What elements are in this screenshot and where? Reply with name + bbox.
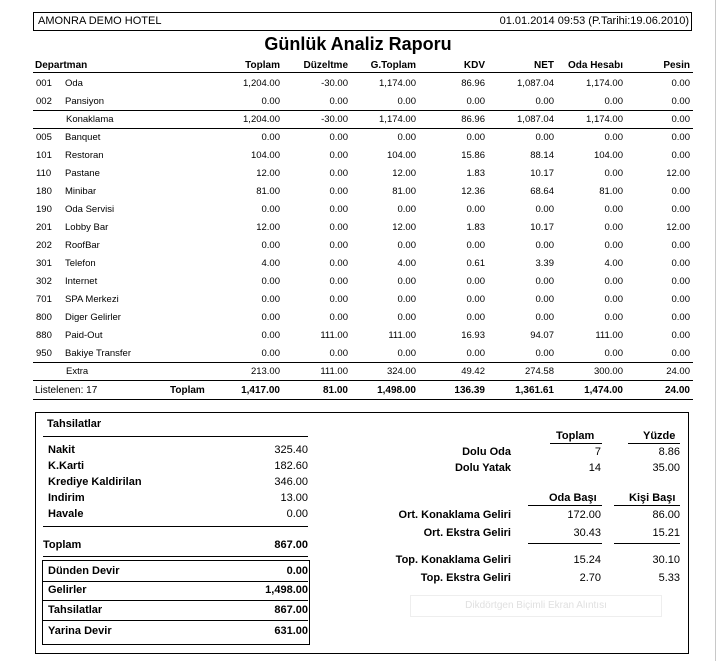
cell-oda: 300.00	[593, 366, 623, 377]
devir-label: Tahsilatlar	[48, 604, 103, 616]
tahsilat-value: 0.00	[286, 508, 308, 520]
cell-gtoplam: 0.00	[397, 240, 416, 251]
occ-total: 7	[594, 446, 601, 458]
cell-duzeltme: -30.00	[321, 114, 348, 125]
table-row	[0, 93, 716, 111]
cell-duzeltme: 0.00	[329, 258, 348, 269]
table-row	[0, 363, 716, 381]
occ-total: 14	[588, 462, 601, 474]
tahsilat-label: Nakit	[48, 444, 75, 456]
cell-net: 274.58	[524, 366, 554, 377]
cell-pesin: 0.00	[671, 348, 690, 359]
cell-pesin: 0.00	[671, 204, 690, 215]
tahsilat-label: Havale	[48, 508, 84, 520]
cell-pesin: 12.00	[666, 168, 690, 179]
col-duzeltme: Düzeltme	[303, 60, 348, 71]
rev-col2-rule	[614, 505, 680, 506]
cell-duzeltme: 0.00	[329, 222, 348, 233]
summary-label: Toplam	[170, 385, 205, 396]
table-row	[0, 255, 716, 273]
summary-duzeltme: 81.00	[322, 385, 348, 396]
cell-net: 0.00	[535, 240, 554, 251]
cell-pesin: 0.00	[671, 186, 690, 197]
cell-toplam: 0.00	[261, 276, 280, 287]
cell-pesin: 0.00	[671, 96, 690, 107]
cell-duzeltme: 111.00	[320, 330, 348, 341]
cell-duzeltme: 0.00	[329, 150, 348, 161]
cell-pesin: 0.00	[671, 276, 690, 287]
rev-per-person: 15.21	[652, 527, 680, 539]
cell-pesin: 0.00	[671, 240, 690, 251]
cell-kdv: 49.42	[461, 366, 485, 377]
row-code: 301	[36, 258, 52, 269]
row-code: 002	[36, 96, 52, 107]
cell-toplam: 1,204.00	[243, 114, 280, 125]
page-title: Günlük Analiz Raporu	[264, 34, 452, 54]
cell-net: 1,087.04	[517, 78, 554, 89]
cell-net: 3.39	[535, 258, 554, 269]
cell-kdv: 86.96	[461, 114, 485, 125]
cell-gtoplam: 111.00	[388, 330, 416, 341]
cell-oda: 0.00	[604, 276, 623, 287]
cell-net: 10.17	[530, 222, 554, 233]
cell-oda: 4.00	[604, 258, 623, 269]
cell-pesin: 0.00	[671, 312, 690, 323]
cell-duzeltme: 0.00	[329, 168, 348, 179]
cell-kdv: 0.00	[466, 132, 485, 143]
occ-label: Dolu Oda	[462, 446, 511, 458]
cell-gtoplam: 12.00	[392, 222, 416, 233]
tahsilat-value: 325.40	[274, 444, 308, 456]
row-code: 800	[36, 312, 52, 323]
hotel-name: AMONRA DEMO HOTEL	[38, 15, 162, 27]
row-department: Oda	[65, 78, 83, 89]
table-row	[0, 183, 716, 201]
cell-gtoplam: 1,174.00	[379, 78, 416, 89]
cell-oda: 0.00	[604, 222, 623, 233]
devir-value: 1,498.00	[265, 584, 308, 596]
report-datetime: 01.01.2014 09:53 (P.Tarihi:19.06.2010)	[499, 15, 689, 27]
cell-toplam: 0.00	[261, 312, 280, 323]
col-odahesabi: Oda Hesabı	[567, 60, 623, 71]
table-row	[0, 129, 716, 147]
cell-toplam: 12.00	[256, 222, 280, 233]
cell-toplam: 4.00	[261, 258, 280, 269]
cell-pesin: 0.00	[671, 294, 690, 305]
cell-duzeltme: 0.00	[329, 96, 348, 107]
tahsilat-value: 13.00	[280, 492, 308, 504]
rev-per-room: 172.00	[567, 509, 601, 521]
cell-net: 0.00	[535, 96, 554, 107]
cell-gtoplam: 0.00	[397, 276, 416, 287]
row-department: Konaklama	[66, 114, 114, 125]
cell-pesin: 0.00	[671, 258, 690, 269]
summary-pesin: 24.00	[664, 385, 690, 396]
cell-oda: 0.00	[604, 96, 623, 107]
extra-bottom-rule	[33, 380, 693, 381]
cell-oda: 0.00	[604, 168, 623, 179]
occ-col1-rule	[550, 443, 602, 444]
row-code: 202	[36, 240, 52, 251]
listed-count: Listelenen: 17	[35, 385, 98, 396]
cell-oda: 0.00	[604, 294, 623, 305]
table-row	[0, 165, 716, 183]
col-pesin: Pesin	[663, 60, 690, 71]
col-kdv: KDV	[463, 60, 485, 71]
report-header-box	[33, 12, 692, 31]
table-row	[0, 291, 716, 309]
tahsilat-total-top-rule	[43, 526, 308, 527]
devir-label: Dünden Devir	[48, 565, 120, 577]
cell-net: 88.14	[530, 150, 554, 161]
cell-toplam: 104.00	[250, 150, 280, 161]
rev-mid-rule-1	[528, 543, 602, 544]
devir-value: 0.00	[286, 565, 308, 577]
cell-kdv: 15.86	[461, 150, 485, 161]
row-department: Minibar	[65, 186, 97, 197]
rev-per-room: 2.70	[579, 572, 601, 584]
cell-net: 68.64	[530, 186, 554, 197]
row-department: RoofBar	[65, 240, 100, 251]
cell-oda: 0.00	[604, 240, 623, 251]
rev-mid-rule-2	[614, 543, 680, 544]
table-row	[0, 111, 716, 129]
summary-row	[0, 382, 716, 400]
cell-kdv: 0.00	[466, 312, 485, 323]
cell-toplam: 0.00	[261, 204, 280, 215]
cell-duzeltme: 111.00	[320, 366, 348, 377]
cell-oda: 81.00	[599, 186, 623, 197]
occ-col2-rule	[628, 443, 680, 444]
cell-gtoplam: 81.00	[392, 186, 416, 197]
row-code: 880	[36, 330, 52, 341]
rev-col-odabasi: Oda Başı	[549, 492, 597, 504]
devir-rule	[43, 600, 308, 601]
cell-gtoplam: 0.00	[397, 132, 416, 143]
tahsilat-total-bottom-rule	[43, 556, 308, 557]
rev-per-room: 30.43	[573, 527, 601, 539]
cell-kdv: 1.83	[466, 168, 485, 179]
cell-pesin: 12.00	[666, 222, 690, 233]
row-department: Diger Gelirler	[65, 312, 121, 323]
cell-oda: 0.00	[604, 348, 623, 359]
rev-col1-rule	[528, 505, 602, 506]
cell-gtoplam: 1,174.00	[379, 114, 416, 125]
devir-rule	[43, 581, 308, 582]
rev-label: Top. Ekstra Geliri	[420, 572, 511, 584]
cell-toplam: 1,204.00	[243, 78, 280, 89]
row-department: Paid-Out	[65, 330, 103, 341]
table-row	[0, 75, 716, 93]
row-department: SPA Merkezi	[65, 294, 119, 305]
cell-kdv: 1.83	[466, 222, 485, 233]
occ-pct: 8.86	[658, 446, 680, 458]
cell-kdv: 0.00	[466, 276, 485, 287]
cell-oda: 1,174.00	[586, 78, 623, 89]
rev-per-person: 86.00	[652, 509, 680, 521]
cell-kdv: 0.00	[466, 204, 485, 215]
row-department: Bakiye Transfer	[65, 348, 131, 359]
row-department: Pastane	[65, 168, 100, 179]
tahsilat-total-value: 867.00	[274, 539, 308, 551]
tahsilat-label: Indirim	[48, 492, 85, 504]
cell-net: 1,087.04	[517, 114, 554, 125]
cell-duzeltme: 0.00	[329, 276, 348, 287]
cell-duzeltme: 0.00	[329, 186, 348, 197]
rev-per-person: 5.33	[658, 572, 680, 584]
cell-kdv: 0.00	[466, 294, 485, 305]
cell-gtoplam: 0.00	[397, 348, 416, 359]
cell-kdv: 0.61	[466, 258, 485, 269]
cell-pesin: 0.00	[671, 150, 690, 161]
row-code: 701	[36, 294, 52, 305]
summary-oda: 1,474.00	[584, 385, 623, 396]
summary-net: 1,361.61	[515, 385, 554, 396]
cell-duzeltme: 0.00	[329, 348, 348, 359]
cell-pesin: 0.00	[671, 78, 690, 89]
cell-oda: 0.00	[604, 312, 623, 323]
cell-toplam: 0.00	[261, 348, 280, 359]
cell-net: 0.00	[535, 312, 554, 323]
devir-value: 631.00	[274, 625, 308, 637]
row-code: 201	[36, 222, 52, 233]
cell-toplam: 0.00	[261, 330, 280, 341]
cell-toplam: 0.00	[261, 96, 280, 107]
cell-gtoplam: 324.00	[386, 366, 416, 377]
occ-col-toplam: Toplam	[556, 430, 595, 442]
cell-pesin: 0.00	[671, 132, 690, 143]
cell-kdv: 86.96	[461, 78, 485, 89]
cell-pesin: 24.00	[666, 366, 690, 377]
cell-oda: 104.00	[593, 150, 623, 161]
cell-net: 0.00	[535, 132, 554, 143]
tahsilat-value: 182.60	[274, 460, 308, 472]
cell-kdv: 0.00	[466, 240, 485, 251]
table-row	[0, 273, 716, 291]
row-code: 950	[36, 348, 52, 359]
cell-net: 0.00	[535, 204, 554, 215]
row-code: 001	[36, 78, 52, 89]
cell-kdv: 0.00	[466, 348, 485, 359]
table-row	[0, 219, 716, 237]
cell-kdv: 12.36	[461, 186, 485, 197]
row-department: Pansiyon	[65, 96, 105, 107]
cell-pesin: 0.00	[671, 114, 690, 125]
cell-net: 10.17	[530, 168, 554, 179]
cell-toplam: 0.00	[261, 240, 280, 251]
cell-gtoplam: 0.00	[397, 204, 416, 215]
summary-gtoplam: 1,498.00	[377, 385, 416, 396]
summary-bottom-rule	[33, 399, 693, 400]
cell-gtoplam: 4.00	[397, 258, 416, 269]
cell-duzeltme: 0.00	[329, 132, 348, 143]
table-row	[0, 327, 716, 345]
occ-pct: 35.00	[652, 462, 680, 474]
cell-oda: 0.00	[604, 204, 623, 215]
tahsilatlar-title: Tahsilatlar	[47, 418, 102, 430]
devir-label: Yarina Devir	[48, 625, 112, 637]
cell-net: 0.00	[535, 348, 554, 359]
row-department: Banquet	[65, 132, 101, 143]
cell-net: 0.00	[535, 276, 554, 287]
cell-gtoplam: 12.00	[392, 168, 416, 179]
tahsilat-value: 346.00	[274, 476, 308, 488]
row-code: 005	[36, 132, 52, 143]
row-code: 110	[36, 168, 52, 179]
header-rule	[33, 72, 693, 73]
row-department: Lobby Bar	[65, 222, 109, 233]
row-code: 190	[36, 204, 52, 215]
devir-value: 867.00	[274, 604, 308, 616]
cell-toplam: 12.00	[256, 168, 280, 179]
table-row	[0, 309, 716, 327]
devir-rule	[43, 620, 308, 621]
cell-kdv: 16.93	[461, 330, 485, 341]
summary-toplam: 1,417.00	[241, 385, 280, 396]
table-row	[0, 345, 716, 363]
cell-toplam: 213.00	[250, 366, 280, 377]
rev-label: Ort. Ekstra Geliri	[423, 527, 511, 539]
col-gtoplam: G.Toplam	[370, 60, 416, 71]
row-department: Telefon	[65, 258, 96, 269]
row-department: Oda Servisi	[65, 204, 115, 215]
rev-label: Top. Konaklama Geliri	[395, 554, 511, 566]
table-row	[0, 147, 716, 165]
cell-gtoplam: 0.00	[397, 294, 416, 305]
summary-kdv: 136.39	[454, 385, 485, 396]
row-code: 180	[36, 186, 52, 197]
konaklama-bottom-rule	[33, 128, 693, 129]
row-department: Extra	[66, 366, 89, 377]
col-toplam: Toplam	[245, 60, 280, 71]
col-departman: Departman	[35, 60, 88, 71]
cell-toplam: 81.00	[256, 186, 280, 197]
devir-label: Gelirler	[48, 584, 87, 596]
tahsilat-label: Krediye Kaldirilan	[48, 476, 142, 488]
tahsilatlar-rule	[43, 436, 308, 437]
cell-duzeltme: 0.00	[329, 240, 348, 251]
extra-top-rule	[33, 362, 693, 363]
cell-gtoplam: 104.00	[386, 150, 416, 161]
table-row	[0, 201, 716, 219]
cell-duzeltme: 0.00	[329, 294, 348, 305]
cell-duzeltme: 0.00	[329, 204, 348, 215]
row-code: 302	[36, 276, 52, 287]
cell-toplam: 0.00	[261, 294, 280, 305]
rev-per-room: 15.24	[573, 554, 601, 566]
occ-label: Dolu Yatak	[454, 462, 511, 474]
cell-oda: 111.00	[595, 330, 623, 341]
cell-net: 0.00	[535, 294, 554, 305]
cell-duzeltme: 0.00	[329, 312, 348, 323]
rev-per-person: 30.10	[652, 554, 680, 566]
table-row	[0, 237, 716, 255]
konaklama-top-rule	[33, 110, 693, 111]
occ-col-yuzde: Yüzde	[643, 430, 676, 442]
cell-oda: 0.00	[604, 132, 623, 143]
row-department: Internet	[65, 276, 98, 287]
row-department: Restoran	[65, 150, 104, 161]
tahsilat-total-label: Toplam	[43, 539, 82, 551]
cell-net: 94.07	[530, 330, 554, 341]
cell-kdv: 0.00	[466, 96, 485, 107]
snipping-tool-watermark: Dikdörtgen Biçimli Ekran Alıntısı	[410, 595, 662, 617]
cell-toplam: 0.00	[261, 132, 280, 143]
cell-pesin: 0.00	[671, 330, 690, 341]
cell-gtoplam: 0.00	[397, 96, 416, 107]
col-net: NET	[534, 60, 554, 71]
rev-col-kisibasi: Kişi Başı	[629, 492, 676, 504]
rev-label: Ort. Konaklama Geliri	[398, 509, 511, 521]
row-code: 101	[36, 150, 52, 161]
cell-duzeltme: -30.00	[321, 78, 348, 89]
tahsilat-label: K.Karti	[48, 460, 85, 472]
cell-gtoplam: 0.00	[397, 312, 416, 323]
cell-oda: 1,174.00	[586, 114, 623, 125]
